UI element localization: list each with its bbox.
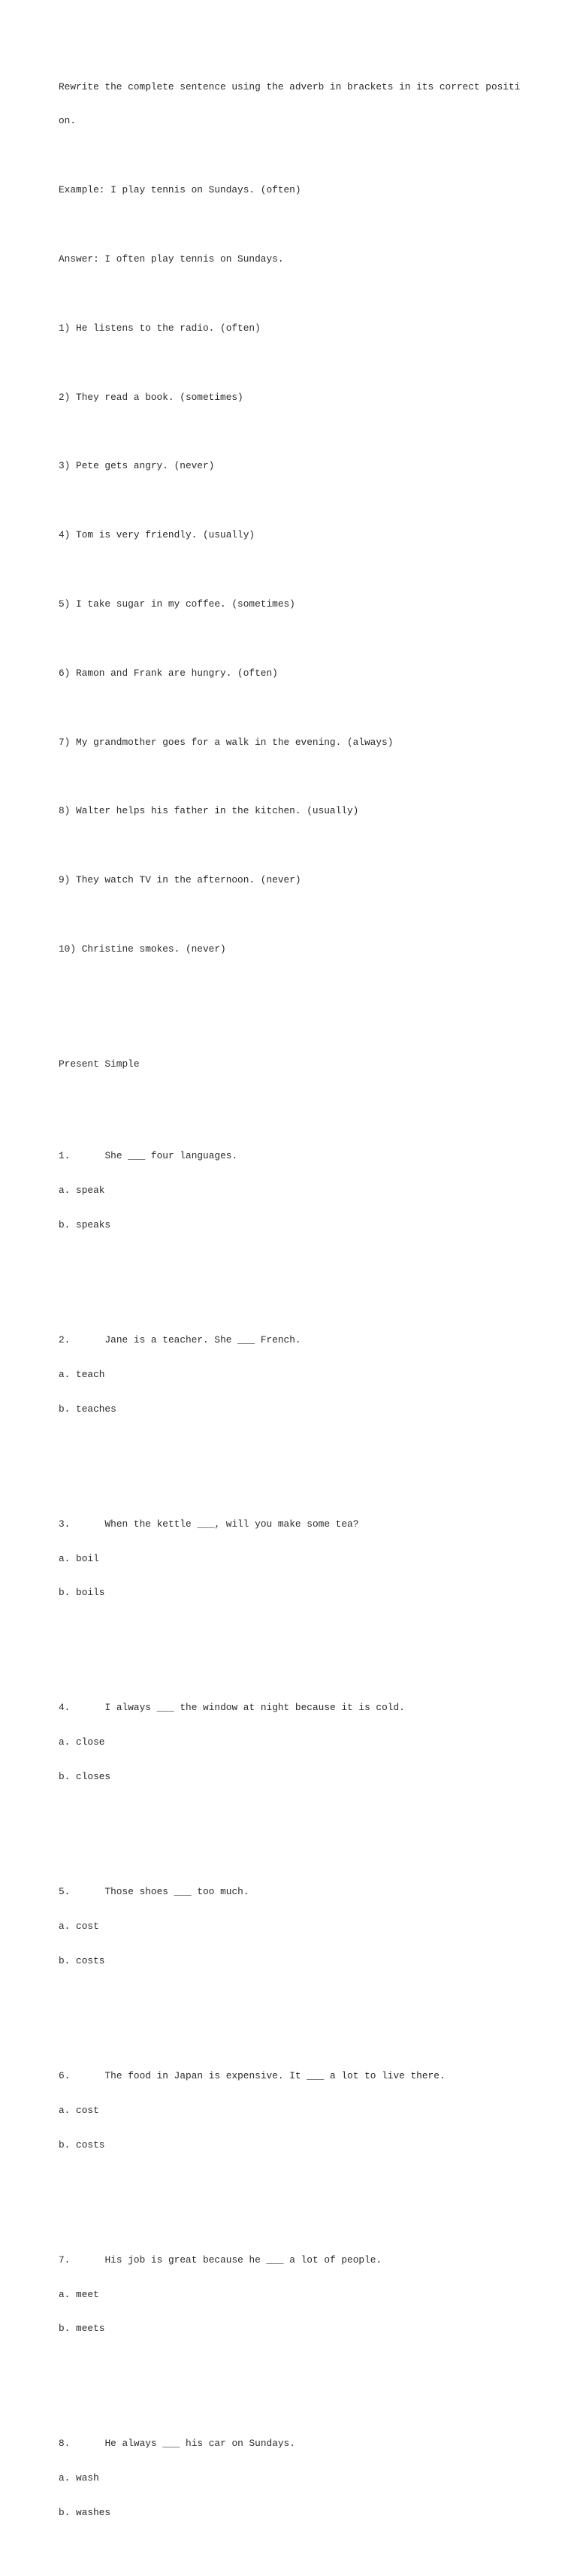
list-item: 6) Ramon and Frank are hungry. (often) (59, 667, 278, 679)
question-number: 7. (59, 2254, 71, 2266)
list-item: 4) Tom is very friendly. (usually) (59, 529, 255, 541)
option-a: a. teach (59, 1368, 105, 1380)
option-b: b. costs (59, 2139, 105, 2151)
question-item (59, 2047, 524, 2173)
question-text: Jane is a teacher. She ___ French. (104, 1333, 301, 1346)
option-b: b. meets (59, 2323, 105, 2335)
question-number: 3. (59, 1518, 71, 1530)
option-b: b. closes (59, 1771, 111, 1783)
question-text: I always ___ the window at night because it is cold. (104, 1702, 405, 1714)
list-item: 10) Christine smokes. (never) (59, 943, 226, 955)
question-item (59, 1311, 524, 1437)
document-page (59, 58, 524, 2576)
instructions-line-1: Rewrite the complete sentence using the adverb in brackets in its correct positi (59, 80, 521, 92)
answer-sentence: Answer: I often play tennis on Sundays. (59, 253, 284, 265)
question-number: 8. (59, 2438, 71, 2450)
question-text: Those shoes ___ too much. (104, 1886, 249, 1898)
question-item (59, 1863, 524, 1990)
question-text: When the kettle ___, will you make some tea? (104, 1518, 359, 1530)
option-a: a. wash (59, 2472, 99, 2484)
question-text: The food in Japan is expensive. It ___ a lot to live there. (104, 2069, 446, 2081)
multiple-choice-list (59, 1104, 524, 2565)
instructions-line-2: on. (59, 115, 77, 127)
adverb-exercise-list (59, 299, 524, 978)
question-number: 4. (59, 1702, 71, 1714)
question-number: 6. (59, 2069, 71, 2081)
question-number: 2. (59, 1333, 71, 1346)
option-b: b. washes (59, 2507, 111, 2519)
list-item: 2) They read a book. (sometimes) (59, 391, 243, 403)
option-a: a. cost (59, 1921, 99, 1933)
list-item: 3) Pete gets angry. (never) (59, 460, 215, 472)
question-text: She ___ four languages. (104, 1150, 238, 1162)
section-title: Present Simple (59, 1058, 140, 1070)
list-item: 5) I take sugar in my coffee. (sometimes) (59, 598, 295, 610)
question-text: His job is great because he ___ a lot of people. (104, 2254, 382, 2266)
question-text: He always ___ his car on Sundays. (104, 2438, 295, 2450)
question-item (59, 1128, 524, 1254)
option-b: b. teaches (59, 1403, 116, 1415)
option-b: b. costs (59, 1954, 105, 1966)
example-sentence: Example: I play tennis on Sundays. (often) (59, 184, 301, 196)
option-a: a. cost (59, 2104, 99, 2116)
list-item: 1) He listens to the radio. (often) (59, 322, 261, 334)
question-number: 5. (59, 1886, 71, 1898)
option-a: a. meet (59, 2288, 99, 2300)
question-number: 1. (59, 1150, 71, 1162)
option-b: b. boils (59, 1587, 105, 1599)
option-b: b. speaks (59, 1218, 111, 1230)
question-item (59, 2415, 524, 2541)
option-a: a. close (59, 1736, 105, 1748)
option-a: a. speak (59, 1185, 105, 1197)
list-item: 9) They watch TV in the afternoon. (never) (59, 874, 301, 886)
question-item (59, 2231, 524, 2357)
question-item (59, 1495, 524, 1621)
list-item: 8) Walter helps his father in the kitchen. (usually) (59, 805, 359, 817)
list-item: 7) My grandmother goes for a walk in the evening. (always) (59, 736, 394, 748)
question-item (59, 1679, 524, 1806)
option-a: a. boil (59, 1552, 99, 1564)
